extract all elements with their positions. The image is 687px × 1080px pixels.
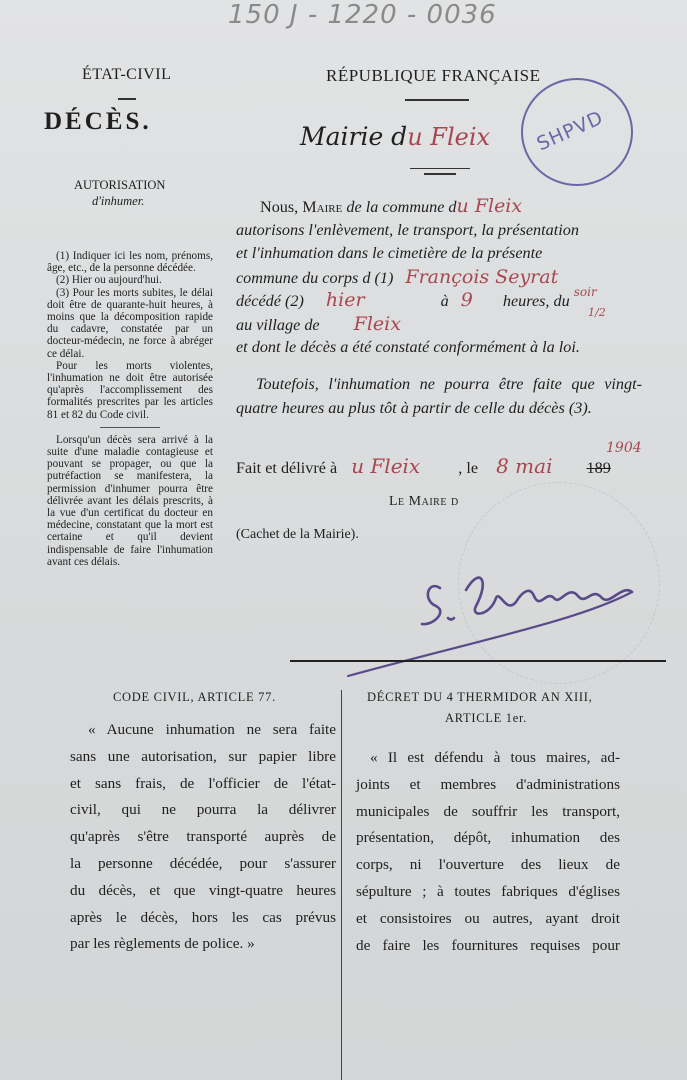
code-line: et sans frais, de l'officier de l'état- — [70, 774, 336, 792]
code-civil-text — [70, 717, 336, 958]
place-handwritten: u Fleix — [351, 454, 421, 478]
code-line: « Aucune inhumation ne sera faite — [88, 721, 336, 738]
code-line: qu'après s'être transporté auprès de — [70, 828, 336, 846]
decret-line: « Il est défendu à tous maires, ad- — [370, 749, 620, 766]
half-hour-handwritten: 1/2 — [588, 306, 606, 319]
footnote-2: (2) Hier ou aujourd'hui. — [56, 274, 162, 287]
mairie-label: Mairie d — [300, 122, 408, 151]
notes-divider — [100, 427, 160, 428]
ornament-line — [410, 168, 470, 169]
cachet-label: (Cachet de la Mairie). — [236, 527, 359, 542]
heures-label: heures, du — [502, 292, 570, 310]
line7-text: et dont le décès a été constaté conformément à la loi. — [236, 338, 580, 356]
decret-line: présentation, dépôt, inhumation des — [356, 829, 620, 847]
footnote-violentes: Pour les morts violentes, l'inhumation ne doit être autorisée qu'après l'accomplissement des formalités prescrites par les articles 81 et 82 du Code civil. — [47, 359, 213, 421]
archive-stamp-text: SHPVD — [533, 106, 607, 156]
decret-line: joints et membres d'administrations — [356, 775, 620, 793]
deceased-name-handwritten: François Seyrat — [405, 265, 559, 288]
decret-line: de faire les fournitures requises pour — [356, 936, 620, 954]
line3-text: et l'inhumation dans le cimetière de la présente — [236, 244, 543, 262]
village-label: au village de — [236, 315, 320, 334]
date-handwritten: 8 mai — [496, 454, 553, 478]
code-line: la personne décédée, pour s'assurer — [70, 854, 336, 872]
decret-title: DÉCRET DU 4 THERMIDOR AN XIII, — [367, 690, 593, 704]
hour-handwritten: 9 — [460, 289, 473, 311]
code-line: sans une autorisation, sur papier libre — [70, 747, 336, 765]
decret-line: corps, ni l'ouverture des lieux de — [356, 856, 620, 874]
heading-divider — [118, 98, 136, 100]
decret-text — [356, 745, 620, 959]
section-divider — [290, 660, 666, 662]
decret-subtitle: ARTICLE 1er. — [445, 711, 527, 725]
line1-text: de la commune d — [346, 198, 457, 216]
year-printed: 189 — [586, 459, 611, 477]
republique-underline — [405, 99, 469, 101]
footnote-3: (3) Pour les morts subites, le délai doit être de quarante-huit heures, à moins que la décomposition rapide du cadavre, constatée par un docteur-médecin, ne force à abréger ce délai. — [47, 286, 213, 360]
day-handwritten: hier — [325, 289, 365, 311]
le-label: , le — [458, 459, 479, 477]
line2-text: autorisons l'enlèvement, le transport, la présentation — [236, 220, 579, 239]
mairie-handwritten: u Fleix — [407, 123, 491, 151]
authorization-text — [236, 195, 642, 360]
footnote-1: (1) Indiquer ici les nom, prénoms, âge, etc., de la personne décédée. — [47, 250, 213, 275]
code-line: après le décès, hors les cas prévus — [70, 908, 336, 926]
decret-line: et consistoires ou autres, ayant droit — [356, 909, 620, 927]
nous-word: Nous, — [260, 198, 299, 216]
signature — [340, 540, 650, 680]
column-separator — [341, 690, 342, 1080]
deces-heading: DÉCÈS. — [44, 108, 152, 135]
a-word: à — [440, 292, 449, 310]
code-civil-title: CODE CIVIL, ARTICLE 77. — [113, 690, 276, 704]
inhumer-label: d'inhumer. — [92, 194, 145, 208]
le-maire-label: Le Maire d — [389, 494, 459, 509]
decede-label: décédé (2) — [236, 292, 304, 310]
decret-line: municipales de souffrir les transport, — [356, 802, 620, 820]
autorisation-label: AUTORISATION — [74, 178, 166, 192]
line4-text: commune du corps d (1) — [236, 268, 394, 287]
decret-line: sépulture ; à toutes fabriques d'églises — [356, 882, 620, 900]
ornament-line-bold — [424, 173, 456, 175]
time-of-day-handwritten: soir — [573, 285, 597, 299]
toutefois-text: Toutefois, l'inhumation ne pourra être faite que vingt-quatre heures au plus tôt à partir de celle du décès (3). — [236, 375, 642, 417]
code-line: civil, qui ne pourra la délivrer — [70, 801, 336, 819]
mairie-line — [300, 122, 490, 151]
fait-label: Fait et délivré à — [236, 459, 338, 477]
year-handwritten: 1904 — [606, 440, 642, 456]
archive-reference: 150 J - 1220 - 0036 — [228, 0, 497, 30]
etat-civil-heading: ÉTAT-CIVIL — [82, 66, 172, 83]
maire-word: Maire — [302, 198, 343, 216]
code-line: du décès, et que vingt-quatre heures — [70, 881, 336, 899]
commune-handwritten: u Fleix — [456, 195, 523, 217]
footnote-contagieuse: Lorsqu'un décès sera arrivé à la suite d'une maladie contagieuse et pouvant se propager, ou que la putréfaction se manifestera, la permission d'inhumer pourra être délivrée avant les délais prescrits, à la vue d'un certificat du docteur en médecine, constatant que la mort est certaine et qu'il devient indispensable de faire l'inhumation avant ces délais. — [47, 433, 213, 568]
village-handwritten: Fleix — [353, 312, 401, 335]
fait-line — [236, 440, 642, 478]
republique-heading: RÉPUBLIQUE FRANÇAISE — [326, 66, 541, 85]
footnotes — [47, 250, 213, 568]
code-line: par les règlements de police. » — [70, 935, 255, 953]
